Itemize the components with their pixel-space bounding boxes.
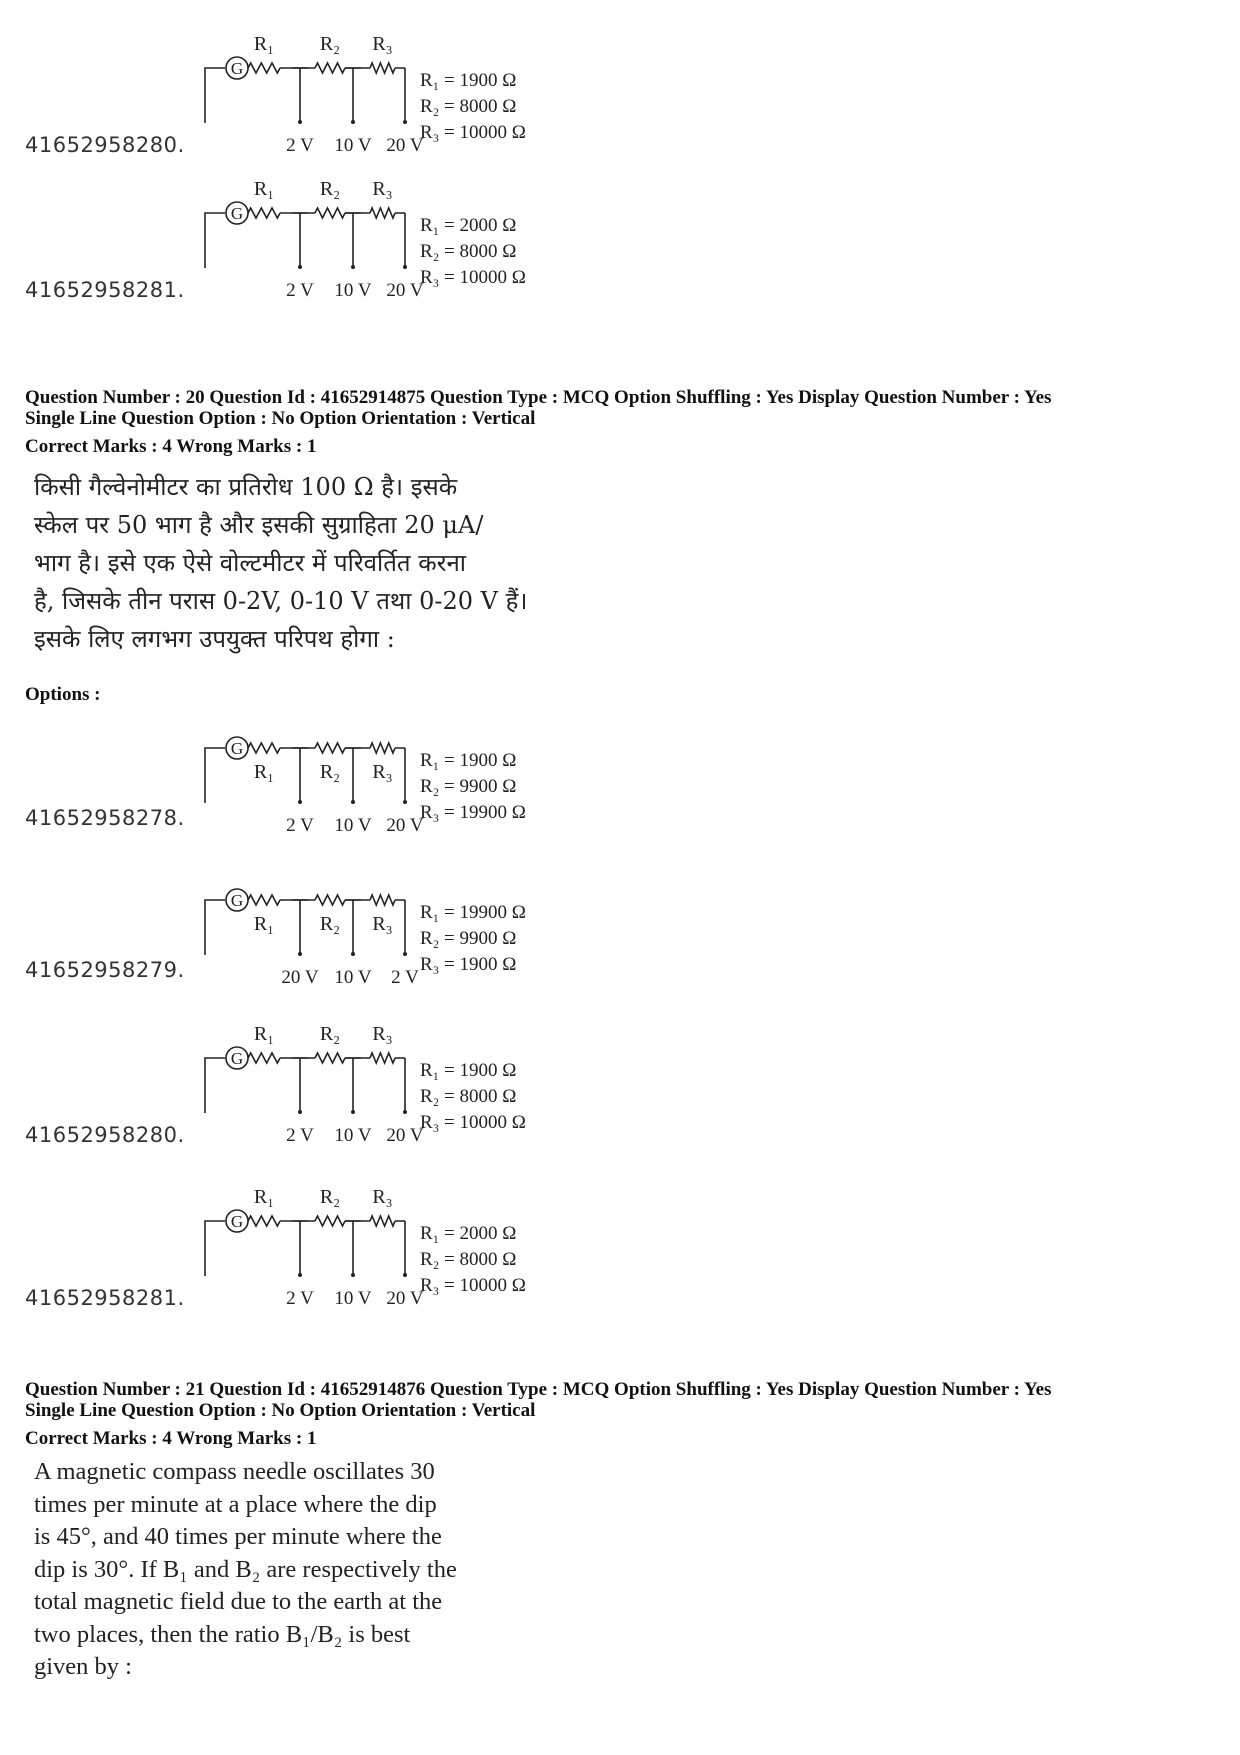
option-block[interactable] [0, 718, 800, 868]
resistor-label: R₂ [319, 33, 341, 55]
resistance-value: R₁ = 2000 Ω [420, 1223, 517, 1244]
terminal-dot [403, 800, 407, 804]
wire [205, 213, 225, 268]
question-text-line: A magnetic compass needle oscillates 30 [34, 1458, 435, 1485]
resistor-icon [248, 1216, 280, 1226]
option-id: 41652958278. [25, 806, 185, 830]
resistor-label: R₁ [253, 1023, 275, 1045]
circuit-diagram [195, 165, 615, 315]
galvanometer-label: G [230, 59, 244, 78]
voltage-label: 2 V [391, 967, 419, 988]
option-block[interactable] [0, 165, 800, 315]
resistor-icon [248, 895, 280, 905]
voltage-label: 2 V [286, 1125, 314, 1146]
terminal-dot [298, 1273, 302, 1277]
voltage-label: 10 V [334, 967, 372, 988]
resistor-label: R₁ [253, 1186, 275, 1208]
circuit-diagram [195, 20, 615, 170]
terminal-dot [403, 120, 407, 124]
voltage-label: 20 V [281, 967, 319, 988]
voltage-label: 10 V [334, 135, 372, 156]
resistor-label: R₂ [319, 913, 341, 935]
option-block[interactable] [0, 1010, 800, 1160]
voltage-label: 2 V [286, 280, 314, 301]
resistor-icon [315, 1053, 345, 1063]
question-text-line: है, जिसके तीन परास 0-2V, 0-10 V तथा 0-20 V हैं। [34, 587, 528, 615]
voltage-label: 2 V [286, 1288, 314, 1309]
option-id: 41652958280. [25, 1123, 185, 1147]
wire [345, 68, 361, 121]
resistor-label: R₁ [253, 761, 275, 783]
wire [345, 1058, 361, 1111]
question-text-line: dip is 30°. If B₁ and B₂ are respectively the [34, 1555, 457, 1583]
voltage-label: 20 V [386, 135, 424, 156]
voltage-label: 20 V [386, 1288, 424, 1309]
voltage-label: 2 V [286, 815, 314, 836]
resistor-icon [370, 895, 395, 905]
resistor-icon [315, 1216, 345, 1226]
resistance-value: R₂ = 8000 Ω [420, 1086, 517, 1107]
option-id: 41652958281. [25, 1286, 185, 1310]
resistor-icon [248, 208, 280, 218]
question-meta-line: Question Number : 20 Question Id : 41652914875 Question Type : MCQ Option Shuffling : Yes Display Question Number : Yes [25, 387, 1052, 408]
resistor-icon [370, 1053, 395, 1063]
voltage-label: 10 V [334, 815, 372, 836]
terminal-dot [351, 1273, 355, 1277]
terminal-dot [298, 1110, 302, 1114]
resistor-label: R₃ [372, 761, 393, 783]
circuit-diagram [195, 718, 615, 868]
resistor-label: R₃ [372, 178, 393, 200]
terminal-dot [298, 800, 302, 804]
resistor-label: R₃ [372, 33, 393, 55]
resistor-icon [370, 63, 395, 73]
question-meta-line: Single Line Question Option : No Option Orientation : Vertical [25, 1400, 536, 1421]
circuit-diagram [195, 870, 615, 1020]
resistance-value: R₁ = 19900 Ω [420, 902, 526, 923]
galvanometer-label: G [230, 1212, 244, 1231]
wire [205, 748, 225, 803]
wire [292, 68, 308, 121]
resistance-value: R₂ = 8000 Ω [420, 1249, 517, 1270]
question-text [34, 1456, 539, 1684]
voltage-label: 20 V [386, 815, 424, 836]
resistance-value: R₃ = 19900 Ω [420, 802, 526, 823]
resistor-label: R₂ [319, 761, 341, 783]
question-text-line: किसी गैल्वेनोमीटर का प्रतिरोध 100 Ω है। इसके [34, 473, 458, 501]
terminal-dot [351, 265, 355, 269]
resistance-value: R₃ = 10000 Ω [420, 267, 526, 288]
galvanometer-label: G [230, 1049, 244, 1068]
voltage-label: 20 V [386, 280, 424, 301]
wire [205, 1221, 225, 1276]
wire [345, 900, 361, 953]
resistor-label: R₂ [319, 178, 341, 200]
voltage-label: 10 V [334, 280, 372, 301]
resistor-label: R₃ [372, 1023, 393, 1045]
option-id: 41652958281. [25, 278, 185, 302]
wire [345, 1221, 361, 1274]
question-marks: Correct Marks : 4 Wrong Marks : 1 [25, 1428, 317, 1449]
terminal-dot [351, 120, 355, 124]
circuit-diagram [195, 1173, 615, 1323]
circuit-diagram [195, 1010, 615, 1160]
resistor-label: R₂ [319, 1023, 341, 1045]
resistance-value: R₁ = 2000 Ω [420, 215, 517, 236]
circuit-svg [195, 1173, 615, 1323]
resistance-value: R₃ = 10000 Ω [420, 122, 526, 143]
question-text-line: भाग है। इसे एक ऐसे वोल्टमीटर में परिवर्तित करना [34, 549, 466, 577]
resistance-value: R₃ = 1900 Ω [420, 954, 517, 975]
resistor-icon [248, 1053, 280, 1063]
voltage-label: 10 V [334, 1125, 372, 1146]
resistor-icon [370, 1216, 395, 1226]
option-id: 41652958279. [25, 958, 185, 982]
resistance-value: R₂ = 9900 Ω [420, 928, 517, 949]
question-text-line: times per minute at a place where the dip [34, 1490, 437, 1518]
wire [345, 748, 361, 801]
terminal-dot [351, 800, 355, 804]
terminal-dot [298, 120, 302, 124]
question-text-line: two places, then the ratio B₁/B₂ is best [34, 1620, 411, 1648]
resistance-value: R₂ = 8000 Ω [420, 241, 517, 262]
question-meta-line: Question Number : 21 Question Id : 41652914876 Question Type : MCQ Option Shuffling : Yes Display Question Number : Yes [25, 1379, 1052, 1400]
terminal-dot [351, 1110, 355, 1114]
question-text-line: स्केल पर 50 भाग है और इसकी सुग्राहिता 20 μA/ [34, 511, 484, 539]
resistor-label: R₂ [319, 1186, 341, 1208]
resistor-icon [370, 208, 395, 218]
question-text-line: given by : [34, 1653, 132, 1680]
option-id: 41652958280. [25, 133, 185, 157]
voltage-label: 10 V [334, 1288, 372, 1309]
option-block[interactable] [0, 870, 800, 1020]
question-text-line: इसके लिए लगभग उपयुक्त परिपथ होगा : [34, 625, 395, 653]
resistor-icon [315, 895, 345, 905]
wire [205, 68, 225, 123]
terminal-dot [298, 265, 302, 269]
resistor-icon [248, 63, 280, 73]
resistance-value: R₂ = 8000 Ω [420, 96, 517, 117]
wire [292, 1058, 308, 1111]
circuit-svg [195, 1010, 615, 1160]
wire [205, 1058, 225, 1113]
wire [345, 213, 361, 266]
terminal-dot [403, 265, 407, 269]
wire [292, 900, 308, 953]
resistor-label: R₃ [372, 1186, 393, 1208]
question-meta-line: Single Line Question Option : No Option Orientation : Vertical [25, 408, 536, 429]
option-block[interactable] [0, 20, 800, 170]
options-label: Options : [25, 684, 101, 705]
voltage-label: 20 V [386, 1125, 424, 1146]
resistor-label: R₁ [253, 178, 275, 200]
voltage-label: 2 V [286, 135, 314, 156]
question-text-line: total magnetic field due to the earth at the [34, 1588, 443, 1615]
question-marks: Correct Marks : 4 Wrong Marks : 1 [25, 436, 317, 457]
resistor-icon [315, 63, 345, 73]
resistance-value: R₃ = 10000 Ω [420, 1112, 526, 1133]
resistor-icon [370, 743, 395, 753]
wire [292, 1221, 308, 1274]
resistor-label: R₃ [372, 913, 393, 935]
wire [205, 900, 225, 955]
resistor-icon [315, 743, 345, 753]
circuit-svg [195, 718, 615, 868]
galvanometer-label: G [230, 204, 244, 223]
wire [292, 213, 308, 266]
resistance-value: R₂ = 9900 Ω [420, 776, 517, 797]
question-text [34, 468, 527, 658]
terminal-dot [403, 952, 407, 956]
resistor-icon [315, 208, 345, 218]
resistor-icon [248, 743, 280, 753]
circuit-svg [195, 870, 615, 1020]
galvanometer-label: G [230, 739, 244, 758]
galvanometer-label: G [230, 891, 244, 910]
wire [292, 748, 308, 801]
circuit-svg [195, 165, 615, 315]
resistance-value: R₁ = 1900 Ω [420, 70, 517, 91]
terminal-dot [403, 1110, 407, 1114]
question-text-line: is 45°, and 40 times per minute where the [34, 1523, 442, 1550]
option-block[interactable] [0, 1173, 800, 1323]
terminal-dot [298, 952, 302, 956]
resistance-value: R₁ = 1900 Ω [420, 1060, 517, 1081]
circuit-svg [195, 20, 615, 170]
resistor-label: R₁ [253, 913, 275, 935]
terminal-dot [351, 952, 355, 956]
resistance-value: R₁ = 1900 Ω [420, 750, 517, 771]
resistance-value: R₃ = 10000 Ω [420, 1275, 526, 1296]
resistor-label: R₁ [253, 33, 275, 55]
terminal-dot [403, 1273, 407, 1277]
